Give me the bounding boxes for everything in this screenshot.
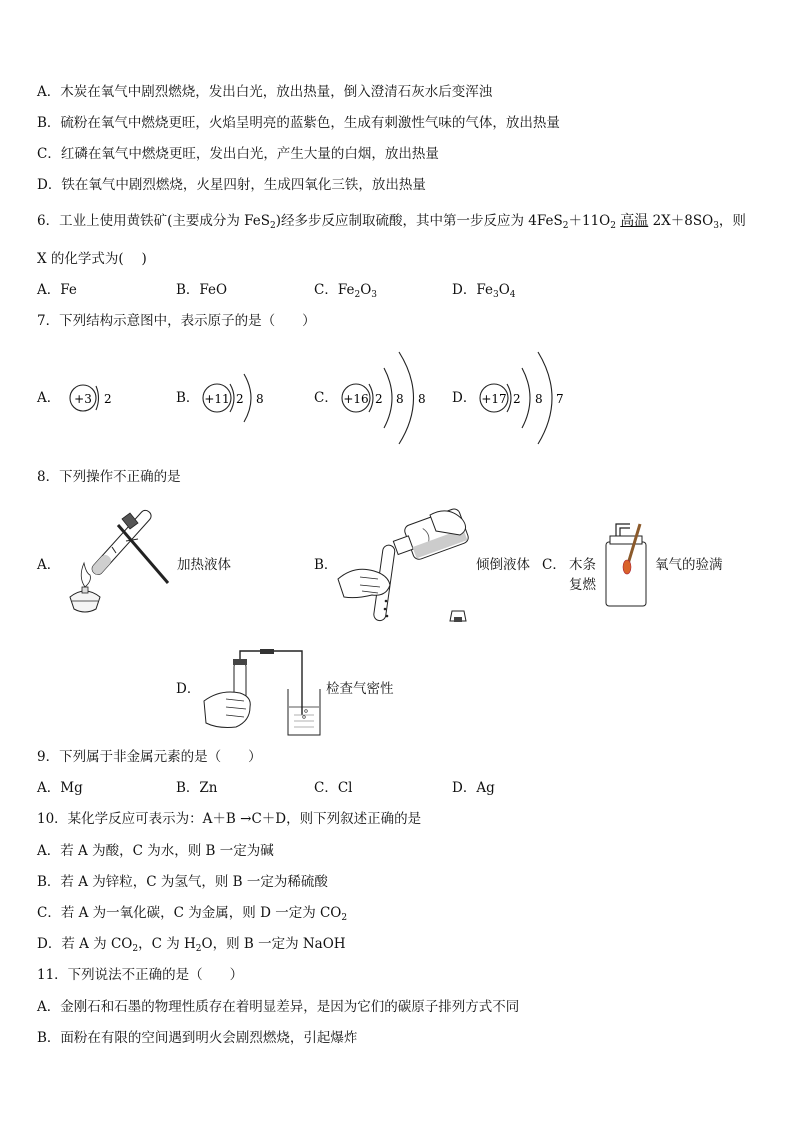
atom-diagram-c bbox=[342, 352, 426, 444]
q7-label-a: A． bbox=[37, 390, 61, 406]
reaction-condition: 高温 bbox=[620, 213, 649, 229]
q7-label-c: C． bbox=[314, 390, 338, 406]
q9-option-d: D．Ag bbox=[452, 780, 495, 796]
q8-label-a: A． bbox=[37, 557, 61, 573]
q8-label-d: D． bbox=[176, 681, 201, 697]
q5-option-c: C．红磷在氧气中燃烧更旺，发出白光，产生大量的白烟，放出热量 bbox=[37, 146, 439, 162]
q6-stem-line2: X 的化学式为( ) bbox=[37, 251, 147, 267]
atom-diagram-b bbox=[203, 374, 264, 422]
nucleus-charge: +3 bbox=[74, 392, 92, 406]
shell-electrons: 8 bbox=[396, 392, 404, 406]
q8-label-c: C． bbox=[542, 557, 566, 573]
q7-label-d: D． bbox=[452, 390, 477, 406]
q5-option-d: D．铁在氧气中剧烈燃烧，火星四射，生成四氧化三铁，放出热量 bbox=[37, 177, 426, 193]
q8-side-text-1: 木条 bbox=[569, 557, 596, 573]
pouring-liquid-illustration bbox=[330, 505, 480, 627]
atom-diagram-d bbox=[480, 352, 564, 444]
q9-option-b: B．Zn bbox=[176, 780, 218, 796]
shell-electrons: 2 bbox=[236, 392, 244, 406]
q8-label-b: B． bbox=[314, 557, 338, 573]
q7-stem: 7．下列结构示意图中，表示原子的是（ ） bbox=[37, 313, 316, 329]
atomic-structure-diagrams bbox=[0, 340, 794, 450]
shell-electrons: 8 bbox=[535, 392, 543, 406]
q6-option-b: B．FeO bbox=[176, 282, 228, 298]
q6-option-d: D．$Fe_3O_4$ bbox=[452, 282, 516, 300]
q10-option-d: D．若 A 为 $CO_2$，C 为 $H_2O$，则 B 一定为 NaOH bbox=[37, 936, 346, 954]
q8-caption-c: 氧气的验满 bbox=[655, 557, 723, 573]
q9-option-a: A．Mg bbox=[37, 780, 83, 796]
q8-stem: 8．下列操作不正确的是 bbox=[37, 469, 181, 485]
q10-stem: 10．某化学反应可表示为：A＋B →C＋D，则下列叙述正确的是 bbox=[37, 811, 422, 827]
atom-diagram-a bbox=[70, 385, 112, 411]
q6-option-a: A．Fe bbox=[37, 282, 77, 298]
q8-caption-a: 加热液体 bbox=[177, 557, 231, 573]
airtightness-check-illustration bbox=[200, 645, 325, 740]
q10-option-a: A．若 A 为酸，C 为水，则 B 一定为碱 bbox=[37, 843, 274, 859]
shell-electrons: 2 bbox=[104, 392, 112, 406]
q7-label-b: B． bbox=[176, 390, 200, 406]
q11-stem: 11．下列说法不正确的是（ ） bbox=[37, 967, 244, 983]
q11-option-a: A．金刚石和石墨的物理性质存在着明显差异，是因为它们的碳原子排列方式不同 bbox=[37, 999, 520, 1015]
q8-side-text-2: 复燃 bbox=[569, 577, 596, 593]
q8-caption-b: 倾倒液体 bbox=[476, 557, 530, 573]
nucleus-charge: +11 bbox=[204, 392, 230, 406]
q5-option-a: A．木炭在氧气中剧烈燃烧，发出白光，放出热量，倒入澄清石灰水后变浑浊 bbox=[37, 84, 493, 100]
q10-option-b: B．若 A 为锌粒，C 为氢气，则 B 一定为稀硫酸 bbox=[37, 874, 328, 890]
shell-electrons: 8 bbox=[418, 392, 426, 406]
shell-electrons: 8 bbox=[256, 392, 264, 406]
q10-option-c: C．若 A 为一氧化碳，C 为金属，则 D 一定为 $CO_2$ bbox=[37, 905, 348, 923]
q8-caption-d: 检查气密性 bbox=[326, 681, 394, 697]
q6-option-c: C．$Fe_2O_3$ bbox=[314, 282, 377, 300]
shell-electrons: 2 bbox=[513, 392, 521, 406]
q9-option-c: C．Cl bbox=[314, 780, 353, 796]
oxygen-bottle-illustration bbox=[600, 520, 655, 610]
q5-option-b: B．硫粉在氧气中燃烧更旺，火焰呈明亮的蓝紫色，生成有刺激性气味的气体，放出热量 bbox=[37, 115, 560, 131]
shell-electrons: 2 bbox=[375, 392, 383, 406]
q11-option-b: B．面粉在有限的空间遇到明火会剧烈燃烧，引起爆炸 bbox=[37, 1030, 358, 1046]
heating-liquid-illustration bbox=[60, 505, 180, 620]
q6-stem: 6．工业上使用黄铁矿(主要成分为 FeS$_2$)经多步反应制取硫酸，其中第一步反应为 $4FeS_2+11O_2$ 高温 $2X+8SO_3$，则 bbox=[37, 213, 746, 231]
shell-electrons: 7 bbox=[556, 392, 564, 406]
nucleus-charge: +17 bbox=[481, 392, 507, 406]
q9-stem: 9．下列属于非金属元素的是（ ） bbox=[37, 749, 262, 765]
nucleus-charge: +16 bbox=[343, 392, 369, 406]
